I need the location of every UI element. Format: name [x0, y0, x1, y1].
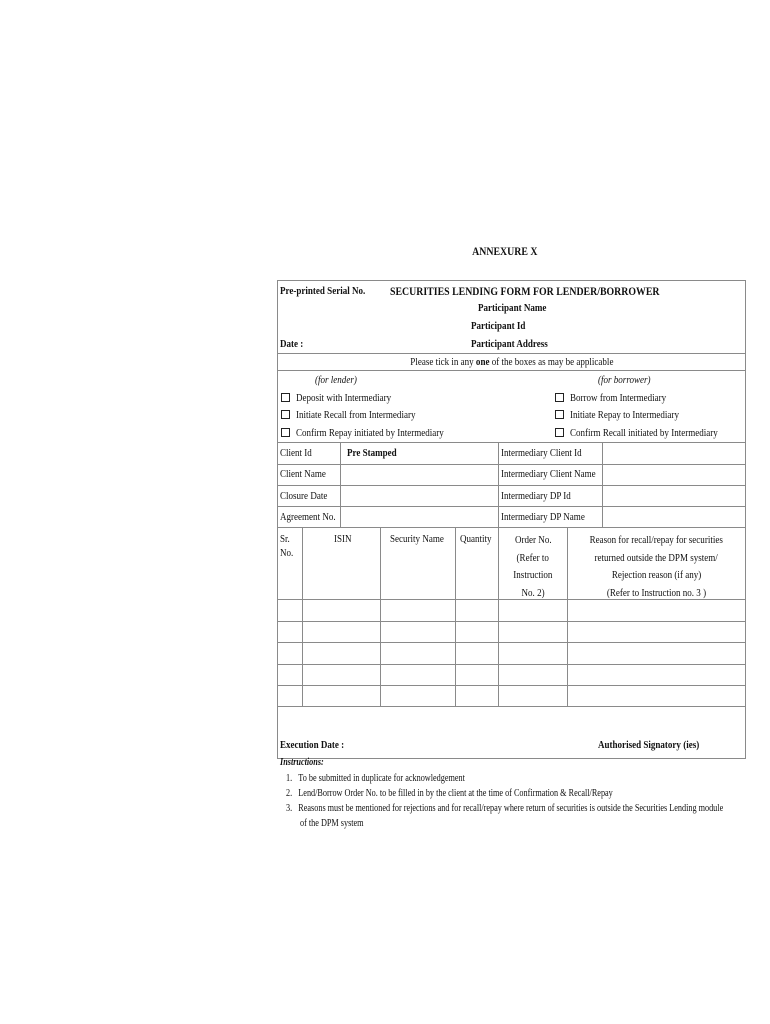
- th-reason: Reason for recall/repay for securities returned outside the DPM system/ Rejection reason (if any) (Refer to Instruction no. 3 ): [589, 534, 724, 599]
- form-top-border: [277, 280, 746, 281]
- th-security-name: Security Name: [390, 533, 444, 545]
- intermediary-client-name-label: Intermediary Client Name: [501, 468, 596, 480]
- divider: [455, 527, 456, 707]
- divider: [277, 685, 746, 686]
- th-isin: ISIN: [334, 533, 352, 545]
- divider: [277, 370, 746, 371]
- lender-option-deposit[interactable]: Deposit with Intermediary: [281, 391, 412, 405]
- divider: [277, 506, 746, 507]
- form-right-border: [745, 280, 746, 759]
- instructions-heading: Instructions:: [280, 757, 324, 768]
- participant-id-label: Participant Id: [471, 320, 526, 332]
- checkbox[interactable]: [555, 393, 564, 402]
- borrower-option-repay[interactable]: Initiate Repay to Intermediary: [555, 408, 703, 422]
- form-bottom-border: [277, 758, 746, 759]
- execution-date-label: Execution Date :: [280, 739, 345, 751]
- lender-option-recall[interactable]: Initiate Recall from Intermediary: [281, 408, 442, 422]
- checkbox[interactable]: [281, 410, 290, 419]
- annexure-title: ANNEXURE X: [472, 244, 538, 258]
- divider: [277, 485, 746, 486]
- divider: [277, 353, 746, 354]
- authorised-signatory-label: Authorised Signatory (ies): [598, 739, 700, 751]
- instruction-item-1: 1. To be submitted in duplicate for acknowledgement: [286, 773, 465, 784]
- tick-instruction: Please tick in any one of the boxes as may be applicable: [409, 356, 614, 368]
- divider: [277, 464, 746, 465]
- borrower-option-confirm-recall[interactable]: Confirm Recall initiated by Intermediary: [555, 426, 750, 440]
- th-order-no: Order No. (Refer to Instruction No. 2): [513, 534, 553, 599]
- pre-stamped-label: Pre Stamped: [347, 447, 397, 459]
- divider: [277, 599, 746, 600]
- th-quantity: Quantity: [460, 533, 492, 545]
- lender-option-confirm-repay[interactable]: Confirm Repay initiated by Intermediary: [281, 426, 476, 440]
- checkbox[interactable]: [281, 393, 290, 402]
- lender-heading: (for lender): [315, 374, 357, 386]
- participant-address-label: Participant Address: [471, 338, 548, 350]
- intermediary-dp-name-label: Intermediary DP Name: [501, 511, 585, 523]
- participant-name-label: Participant Name: [478, 302, 547, 314]
- divider: [380, 527, 381, 707]
- closure-date-label: Closure Date: [280, 490, 328, 502]
- divider: [277, 642, 746, 643]
- client-id-label: Client Id: [280, 447, 312, 459]
- divider: [277, 621, 746, 622]
- form-title: SECURITIES LENDING FORM FOR LENDER/BORROWER: [390, 284, 660, 298]
- checkbox[interactable]: [555, 410, 564, 419]
- divider: [277, 706, 746, 707]
- form-left-border: [277, 280, 278, 759]
- date-label: Date :: [280, 338, 304, 350]
- th-sr-no: Sr. No.: [280, 533, 294, 559]
- divider: [277, 442, 746, 443]
- intermediary-dp-id-label: Intermediary DP Id: [501, 490, 571, 502]
- checkbox[interactable]: [281, 428, 290, 437]
- divider: [302, 527, 303, 707]
- checkbox[interactable]: [555, 428, 564, 437]
- serial-no-label: Pre-printed Serial No.: [280, 285, 366, 297]
- borrower-heading: (for borrower): [598, 374, 651, 386]
- agreement-no-label: Agreement No.: [280, 511, 336, 523]
- client-name-label: Client Name: [280, 468, 326, 480]
- intermediary-client-id-label: Intermediary Client Id: [501, 447, 582, 459]
- divider: [498, 442, 499, 528]
- divider: [277, 664, 746, 665]
- instruction-item-3: 3. Reasons must be mentioned for rejections and for recall/repay where return of securities is outside the Securities Lending module: [286, 803, 724, 814]
- borrower-option-borrow[interactable]: Borrow from Intermediary: [555, 391, 687, 405]
- instruction-item-3-cont: of the DPM system: [300, 818, 364, 829]
- divider: [277, 527, 746, 528]
- instruction-item-2: 2. Lend/Borrow Order No. to be filled in by the client at the time of Confirmation & Recall/Repay: [286, 788, 613, 799]
